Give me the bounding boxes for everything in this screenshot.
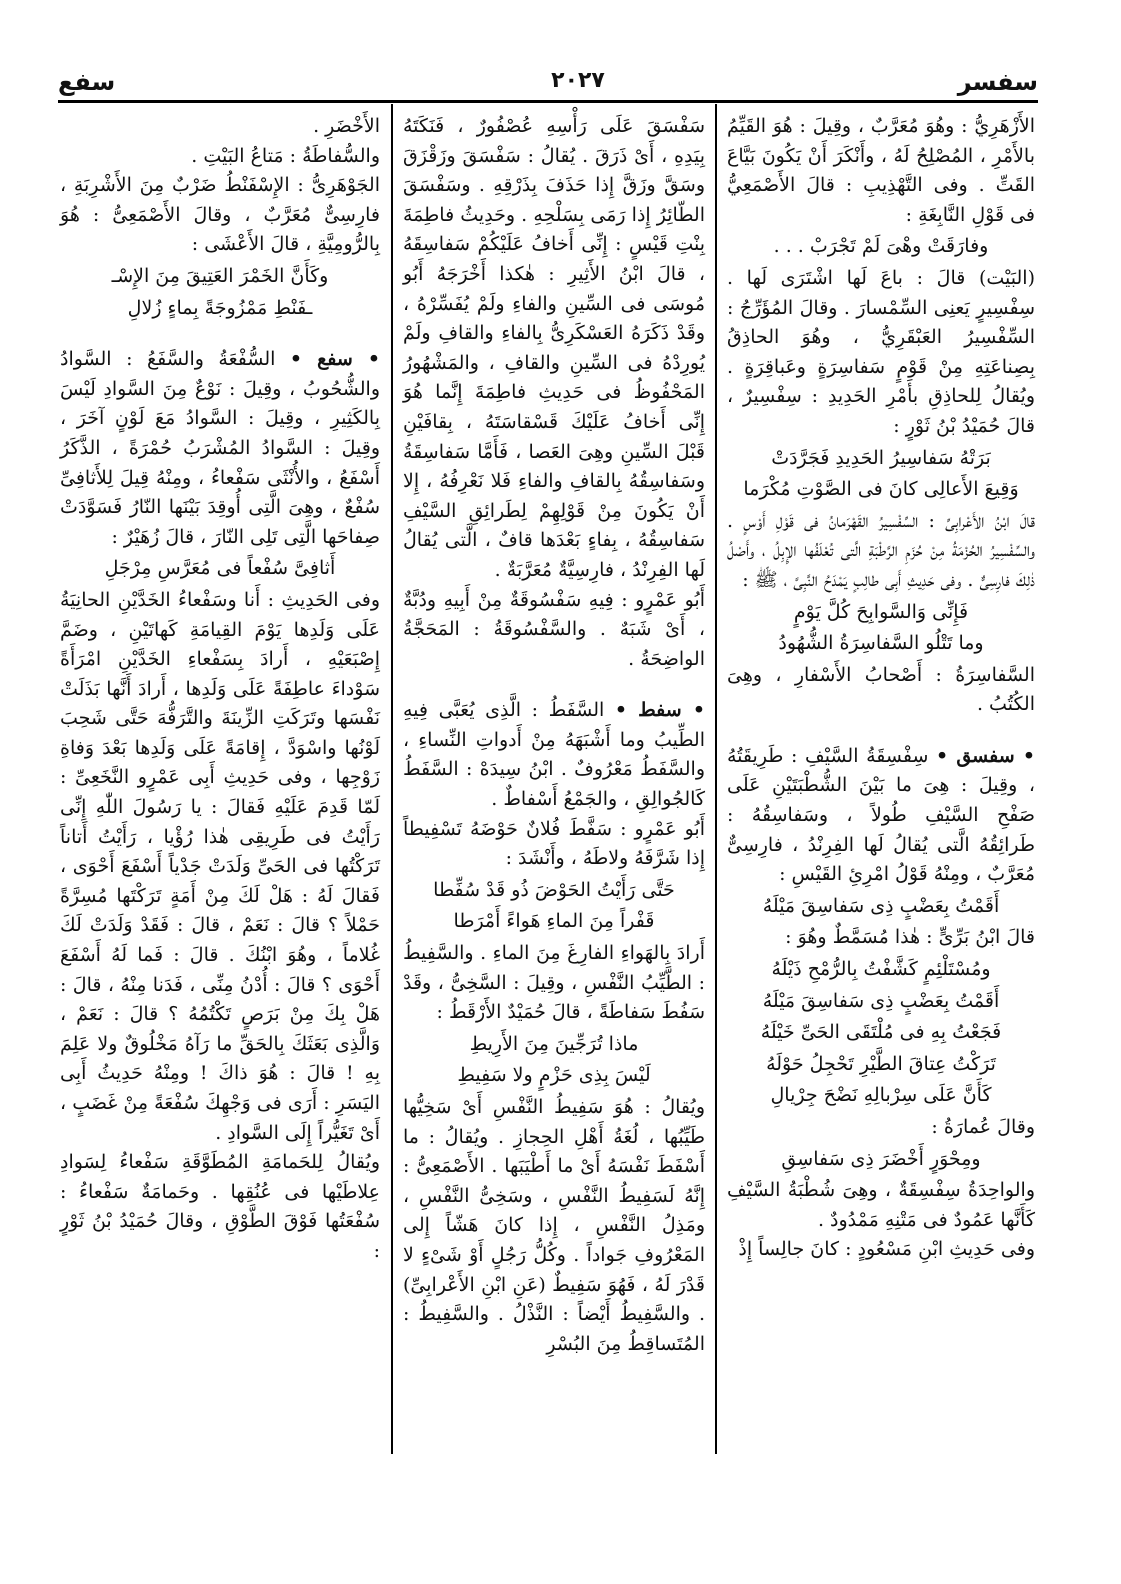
text-paragraph: قالَ ابْنُ الأَعْرابِىِّ : السِّفْسِيرُ القَهْرَمانُ فى قَوْلِ أَوْسٍ . والسِّفْسِيرُ الحُزْمَةُ مِنْ حُزَمِ الرَّطْبَةِ الَّتى تُعْلَفُها الإِبِلُ ، وأَصْلُ ذٰلِكَ فارِسِىٌّ . وفى حَدِيثِ أَبِى طالِبٍ يَمْدَحُ النَّبِىَّ ، ﷺ : xyxy=(727,509,1035,591)
verse-line: ماذا تُرَجِّينَ مِنَ الأَرِيطِ xyxy=(469,1032,639,1055)
entry-headword: • سفط • xyxy=(614,699,706,722)
column-left xyxy=(60,112,380,1267)
verse-line: أَقَمْتُ بِعَضْبٍ ذِى سَفاسِقَ مَيْلَهُ xyxy=(762,989,1000,1012)
verse-line: كَأَنَّ عَلَى سِرْبالِهِ نَضْحَ جِرْيالِ xyxy=(770,1084,992,1107)
text-paragraph: السَّفاسِرَةُ : أَصْحابُ الأَسْفارِ ، وهِىَ الكُتُبُ . xyxy=(727,663,1035,716)
verse-line: وكَأَنَّ الخَمْرَ العَتِيقَ مِنَ الإِسْـ xyxy=(111,264,329,287)
text-paragraph: الأَخْضَرِ . xyxy=(313,115,380,137)
entry-paragraph xyxy=(60,345,380,552)
entry-text: السَّفَطُ : الَّذِى يُعَبَّى فِيهِ الطِّيبُ وما أَشْبَهَهُ مِنْ أَدواتِ النِّساءِ ، والسَّفَطُ مَعْرُوفٌ . ابْنُ سِيدَهْ : السَّفَطُ كَالجُوالِقِ ، والجَمْعُ أَسْفاطٌ . xyxy=(403,699,705,811)
entry-paragraph xyxy=(403,696,705,814)
text-paragraph: وفى حَدِيثِ ابْنِ مَسْعُودٍ : كانَ جالِساً إِذْ xyxy=(738,1238,1035,1261)
column-divider-left xyxy=(391,104,393,1454)
verse-line: حَتَّى رَأَيْتُ الحَوْضَ ذُو قَدْ سُفِّطا xyxy=(433,878,675,901)
text-paragraph: قالَ ابْنُ بَرِّىٍّ : هٰذا مُسَمَّطٌ وهُوَ : xyxy=(785,926,1035,949)
text-paragraph: والواحِدَةُ سِفْسِقَةٌ ، وهِىَ شُطْبَةُ السَّيْفِ كَأَنَّها عَمُودٌ فى مَتْنِهِ مَمْدُودٌ . xyxy=(727,1179,1035,1231)
text-paragraph: أَرادَ بِالهَواءِ الفارِغَ مِنَ الماءِ . والسَّفِيطُ : الطَّيِّبُ النَّفْسِ ، وقِيلَ : السَّخِىُّ ، وقَدْ سَفُطَ سَفاطَةً ، قالَ حُمَيْدٌ الأَرْقَطُ : xyxy=(403,942,705,1024)
entry-headword: • سفسق • xyxy=(935,744,1035,767)
text-paragraph: وقالَ عُمارَةُ : xyxy=(931,1116,1035,1138)
column-middle xyxy=(403,112,705,1359)
text-paragraph: وفى الحَدِيثِ : أَنا وسَفْعاءُ الخَدَّيْنِ الحانِيَةُ عَلَى وَلَدِها يَوْمَ القِيامَةِ كَهاتَيْنِ ، وضَمَّ إِصْبَعَيْهِ ، أَرادَ بِسَفْعاءِ الخَدَّيْنِ امْرَأَةً سَوْداءَ عاطِفَةً عَلَى وَلَدِها ، أَرادَ أَنَّها بَذَلَتْ نَفْسَها وتَرَكَتِ الزِّينَةَ والتَّرَفُّهَ حَتَّى شَحِبَ لَوْنُها واسْوَدَّ ، إِقامَةً عَلَى وَلَدِها بَعْدَ وَفاةِ زَوْجِها ، وفى حَدِيثِ أَبِى عَمْرٍو النَّخَعِىِّ : لَمّا قَدِمَ عَلَيْهِ فَقالَ : يا رَسُولَ اللّٰهِ إِنِّى رَأَيْتُ فى طَرِيقِى هٰذا رُؤْيا ، رَأَيْتُ أَتاناً تَرَكْتُها فى الحَىِّ وَلَدَتْ جَدْياً أَسْفَعَ أَحْوَى ، فَقالَ لَهُ : هَلْ لَكَ مِنْ أَمَةٍ تَرَكْتَها مُسِرَّةً حَمْلاً ؟ قالَ : نَعَمْ ، قالَ : فَقَدْ وَلَدَتْ لَكَ غُلاماً ، وهُوَ ابْنُكَ . قالَ : فَما لَهُ أَسْفَعَ أَحْوَى ؟ قالَ : أُدْنُ مِنِّى ، فَدَنا مِنْهُ ، قالَ : هَلْ بِكَ مِنْ بَرَصٍ تَكْتُمُهُ ؟ قالَ : نَعَمْ ، وَالَّذِى بَعَثَكَ بِالحَقِّ ما رَآهُ مَخْلُوقٌ ولا عَلِمَ بِهِ ! قالَ : هُوَ ذاكَ ! ومِنْهُ حَدِيثُ أَبِى اليَسَرِ : أَرَى فى وَجْهِكَ سُفْعَةً مِنْ غَضَبٍ ، أَىْ تَغَيُّراً إِلَى السَّوادِ . xyxy=(60,588,380,1144)
page-number: ٢٠٢٧ xyxy=(551,68,605,93)
verse-line: فَجَعْتُ بِهِ فى مُلْتَقَى الحَىِّ خَيْلَهُ xyxy=(760,1021,1002,1044)
verse-line: قَفْراً مِنَ الماءِ هَواءً أَمْرَطا xyxy=(453,910,655,933)
text-paragraph: أَبُو عَمْرٍو : سَفَّطَ فُلانٌ حَوْضَهُ تَسْفِيطاً إِذا شَرَّفَهُ ولاطَهُ ، وأَنْشَدَ : xyxy=(403,817,705,870)
page-header xyxy=(58,62,1038,100)
entry-headword: • سفع • xyxy=(289,348,380,371)
text-paragraph: والسُّفاطَةُ : مَتاعُ البَيْتِ . xyxy=(191,144,380,167)
column-right xyxy=(727,112,1035,1265)
verse-line: أَثافِىَّ سُفْعاً فى مُعَرَّسِ مِرْجَلِ xyxy=(104,557,336,580)
text-paragraph: أَبُو عَمْرٍو : فِيهِ سَفْسُوقَةٌ مِنْ أَبِيهِ ودُبَّةٌ ، أَىْ شَبَهٌ . والسَّفْسُوقَةُ : المَحَجَّةُ الواضِحَةُ . xyxy=(403,588,705,670)
verse-line: فَإِنِّى وَالسَّوابِحَ كُلَّ يَوْمٍ xyxy=(793,600,969,623)
text-paragraph: الأَزْهَرِيُّ : وهُوَ مُعَرَّبٌ ، وقِيلَ : هُوَ القَيِّمُ بالأَمْرِ ، المُصْلِحُ لَهُ ، وأَنْكَرَ أَنْ يَكُونَ بَيَّاعَ القَتِّ . وفى التَّهْذِيبِ : قالَ الأَصْمَعِيُّ فى قَوْلِ النَّابِغَةِ : xyxy=(727,115,1035,226)
verse-line: ومِحْوَرٍ أَخْضَرَ ذِى سَفاسِقِ xyxy=(781,1147,981,1170)
text-paragraph: الجَوْهَرِىُّ : الإِسْفَنْطُ ضَرْبٌ مِنَ الأَشْرِبَةِ ، فارِسِىٌّ مُعَرَّبٌ ، وقالَ الأَصْمَعِىُّ : هُوَ بِالرُّومِيَّةِ ، قالَ الأَعْشَى : xyxy=(60,174,380,256)
text-paragraph: (البَيْت) قالَ : باعَ لَها اشْتَرَى لَها . سِفْسِيرٍ يَعنِى السِّمْسارَ . وقالَ المُؤَرِّجُ : السِّفْسِيرُ العَبْقَرِيُّ ، وهُوَ الحاذِقُ بِصِناعَتِهِ مِنْ قَوْمٍ سَفاسِرَةٍ وعَباقِرَةٍ . ويُقالُ لِلحاذِقِ بأَمْرِ الحَدِيدِ : سِفْسِيرٌ ، قالَ حُمَيْدُ بْنُ ثَوْرٍ : xyxy=(727,266,1035,437)
verse-line: أَقَمْتُ بِعَضْبٍ ذِى سَفاسِقَ مَيْلَهُ xyxy=(762,894,1000,917)
verse-line: لَيْسَ بِذِى حَزْمٍ ولا سَفِيطِ xyxy=(457,1064,651,1087)
verse-line: وما تَتْلُو السَّفاسِرَةُ الشُّهُودُ xyxy=(778,632,984,655)
text-paragraph: ويُقالُ لِلحَمامَةِ المُطَوَّقَةِ سَفْعاءُ لِسَوادِ عِلاطَيْها فى عُنُقِها . وحَمامَةٌ سَفْعاءُ : سُفْعَتُها فَوْقَ الطَّوْقِ ، وقالَ حُمَيْدُ بْنُ ثَوْرٍ : xyxy=(60,1151,380,1262)
verse-line: وَقِيعَ الأَعالِى كانَ فى الصَّوْتِ مُكْرَما xyxy=(743,478,1019,501)
entry-text: سِفْسِقَةُ السَّيْفِ : طَرِيقَتُهُ ، وقِيلَ : هِىَ ما بَيْنَ الشُّطْبَتَيْنِ عَلَى صَفْحِ السَّيْفِ طُولاً ، وسَفاسِقُهُ : طَرائِقُهُ الَّتى يُقالُ لَها الفِرِنْدُ ، فارِسِىٌّ مُعَرَّبٌ ، ومِنْهُ قَوْلُ امْرِئِ القَيْسِ : xyxy=(727,744,1035,886)
verse-line: ومُسْتَلْئِمٍ كَشَّفْتُ بِالرُّمْحِ ذَيْلَهُ xyxy=(771,958,991,981)
verse-line: وفارَقَتْ وهْىَ لَمْ تَجْرَبْ . . . xyxy=(773,235,989,258)
text-paragraph: ويُقالُ : هُوَ سَفِيطُ النَّفْسِ أَىْ سَخِيُّها طَيِّبُها ، لُغَةُ أَهْلِ الحِجازِ . ويُقالُ : ما أَسْفَطَ نَفْسَهُ أَىْ ما أَطْيَبَها . الأَصْمَعِىُّ : إِنَّهُ لَسَفِيطُ النَّفْسِ ، وسَخِىُّ النَّفْسِ ، ومَذِلُ النَّفْسِ ، إِذا كانَ هَشّاً إِلى المَعْرُوفِ جَواداً . وكُلُّ رَجُلٍ أَوْ شَىْءٍ لا قَدْرَ لَهُ ، فَهُوَ سَفِيطٌ (عَنِ ابْنِ الأَعْرابِىِّ) . والسَّفِيطُ أَيْضاً : النَّذْلُ . والسَّفِيطُ : المُتَساقِطُ مِنَ البُسْرِ xyxy=(403,1096,705,1355)
column-divider-right xyxy=(715,104,717,1454)
entry-paragraph xyxy=(727,742,1035,890)
text-paragraph: سَفْسَقَ عَلَى رَأْسِهِ عُصْفُورٌ ، فَنَكَتَهُ بِيَدِهِ ، أَىْ ذَرَقَ . يُقالُ : سَفْسَقَ وزَقْزَقَ وسَقَّ وزَقَّ إِذا حَذَفَ بِذَرْقِهِ . وسَفْسَقَ الطّائِرُ إِذا رَمَى بِسَلْحِهِ . وحَدِيثُ فاطِمَةَ بِنْتِ قَيْسٍ : إِنِّى أَخافُ عَلَيْكُمْ سَفاسِقَهُ ، قالَ ابْنُ الأَثِيرِ : هٰكذا أَخْرَجَهُ أَبُو مُوسَى فى السِّينِ والفاءِ ولَمْ يُفَسِّرْهُ ، وقَدْ ذَكَرَهُ العَسْكَرِىُّ بِالفاءِ والقافِ ولَمْ يُورِدْهُ فى السِّينِ والقافِ ، والمَشْهُورُ المَحْفُوظُ فى حَدِيثِ فاطِمَةَ إِنَّما هُوَ إِنِّى أَخافُ عَلَيْكَ قَسْقاسَتَهُ ، بِقافَيْنِ قَبْلَ السِّينِ وهِىَ العَصا ، فَأَمَّا سَفاسِقَةُ وسَفاسِقُهُ بِالقافِ والفاءِ فَلا نَعْرِفُهُ ، إِلا أَنْ يَكُونَ مِنْ قَوْلِهِمْ لِطَرائِقِ السَّيْفِ سَفاسِقُهُ ، بِفاءٍ بَعْدَها قافٌ ، الَّتى يُقالُ لَها الفِرِنْدُ ، فارِسِيَّةٌ مُعَرَّبَةٌ . xyxy=(403,115,705,581)
left-headword: سفع xyxy=(58,68,116,96)
entry-text: السُّفْعَةُ والسَّفَعُ : السَّوادُ والشُّحُوبُ ، وقِيلَ : نَوْعٌ مِنَ السَّوادِ لَيْسَ بِالكَثِيرِ ، وقِيلَ : السَّوادُ مَعَ لَوْنٍ آخَرَ ، وقِيلَ : السَّوادُ المُشْرَبُ حُمْرَةً ، الذَّكَرُ أَسْفَعُ ، والأُنْثَى سَفْعاءُ ، ومِنْهُ قِيلَ لِلأَثافِىِّ سُفْعٌ ، وهِىَ الَّتِى أُوقِدَ بَيْنَها النّارُ فَسَوَّدَتْ صِفاحَها الَّتِى تَلِى النّارَ ، قالَ زُهَيْرٌ : xyxy=(60,348,380,548)
verse-line: ـفَنْطِ مَمْزُوجَةً بِماءٍ زُلالِ xyxy=(127,296,313,319)
verse-line: بَرَتْهُ سَفاسِيرُ الحَدِيدِ فَجَرَّدَتْ xyxy=(771,446,991,469)
verse-line: تَرَكْتُ عِتاقَ الطَّيْرِ تَحْجِلُ حَوْلَهُ xyxy=(766,1052,996,1075)
header-rule xyxy=(58,100,1038,103)
right-headword: سفسر xyxy=(957,68,1038,96)
